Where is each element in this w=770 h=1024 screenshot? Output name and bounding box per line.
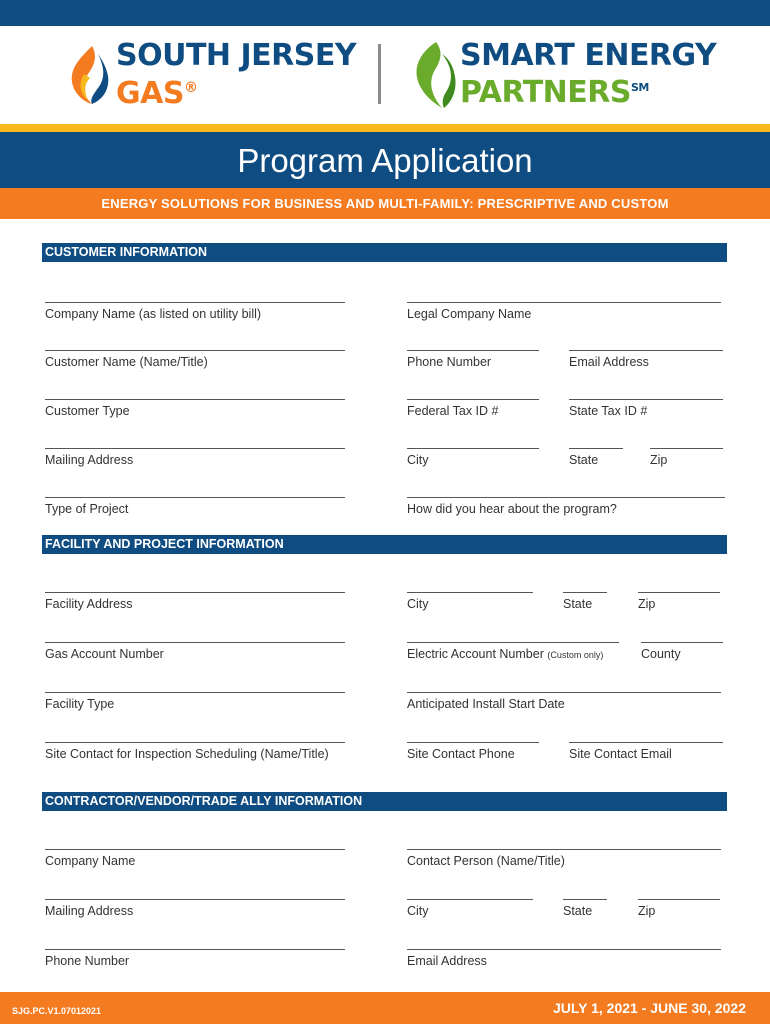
- field-label: County: [641, 647, 681, 661]
- field-facility-type[interactable]: [45, 680, 345, 711]
- input-line[interactable]: [45, 290, 345, 303]
- title-band: [0, 132, 770, 188]
- field-label: Email Address: [407, 954, 487, 968]
- input-line[interactable]: [45, 580, 345, 593]
- field-label: Site Contact Email: [569, 747, 672, 761]
- field-site-contact-phone[interactable]: [407, 730, 539, 761]
- field-label: Zip: [638, 904, 656, 918]
- field-label: Zip: [650, 453, 668, 467]
- input-line[interactable]: [563, 580, 607, 593]
- field-label: Phone Number: [45, 954, 130, 968]
- input-line[interactable]: [407, 887, 533, 900]
- input-line[interactable]: [407, 730, 539, 743]
- field-label: State Tax ID #: [569, 404, 648, 418]
- field-label: Mailing Address: [45, 453, 134, 467]
- field-label: State: [569, 453, 599, 467]
- field-zip[interactable]: [650, 436, 723, 467]
- sep-leaf-icon: [408, 40, 458, 110]
- field-label: How did you hear about the program?: [407, 502, 617, 516]
- field-phone-number[interactable]: [407, 338, 539, 369]
- input-line[interactable]: [638, 580, 720, 593]
- field-contractor-city[interactable]: [407, 887, 533, 918]
- sjg-logo-line2: [116, 72, 356, 110]
- program-date-range: JULY 1, 2021 - JUNE 30, 2022: [552, 1000, 746, 1016]
- logo-area: [0, 26, 770, 124]
- input-line[interactable]: [650, 436, 723, 449]
- input-line[interactable]: [407, 436, 539, 449]
- input-line[interactable]: [407, 630, 619, 643]
- input-line[interactable]: [45, 485, 345, 498]
- sep-logo-line2: [460, 72, 716, 109]
- field-label: Company Name (as listed on utility bill): [45, 307, 262, 321]
- field-federal-tax-id[interactable]: [407, 387, 539, 418]
- input-line[interactable]: [638, 887, 720, 900]
- sep-logo-partners: PARTNERS: [460, 75, 631, 110]
- input-line[interactable]: [45, 338, 345, 351]
- input-line[interactable]: [45, 837, 345, 850]
- field-customer-type[interactable]: [45, 387, 345, 418]
- registered-mark: ®: [183, 80, 198, 96]
- field-label: Type of Project: [45, 502, 129, 516]
- field-label: Customer Name (Name/Title): [45, 355, 208, 369]
- field-city[interactable]: [407, 436, 539, 467]
- field-label: Federal Tax ID #: [407, 404, 499, 418]
- field-facility-address[interactable]: [45, 580, 345, 611]
- field-label: Phone Number: [407, 355, 492, 369]
- field-site-contact[interactable]: [45, 730, 345, 761]
- input-line[interactable]: [407, 338, 539, 351]
- logo-divider: [378, 44, 381, 104]
- field-county[interactable]: [641, 630, 723, 661]
- input-line[interactable]: [45, 937, 345, 950]
- input-line[interactable]: [45, 730, 345, 743]
- field-contractor-state[interactable]: [563, 887, 607, 918]
- field-label: State: [563, 597, 593, 611]
- service-mark: SM: [630, 81, 649, 94]
- section-header-contractor: CONTRACTOR/VENDOR/TRADE ALLY INFORMATION: [42, 792, 727, 811]
- input-line[interactable]: [407, 290, 721, 303]
- field-label: Customer Type: [45, 404, 130, 418]
- input-line[interactable]: [407, 680, 721, 693]
- sjg-logo-line1: SOUTH JERSEY: [116, 38, 357, 73]
- input-line[interactable]: [407, 387, 539, 400]
- field-label: Mailing Address: [45, 904, 134, 918]
- input-line[interactable]: [45, 630, 345, 643]
- field-state[interactable]: [569, 436, 623, 467]
- page-subtitle: ENERGY SOLUTIONS FOR BUSINESS AND MULTI-FAMILY: PRESCRIPTIVE AND CUSTOM: [101, 196, 669, 211]
- field-label: Gas Account Number: [45, 647, 164, 661]
- field-label: Anticipated Install Start Date: [407, 697, 565, 711]
- field-how-heard[interactable]: [407, 485, 725, 516]
- field-label: Site Contact Phone: [407, 747, 515, 761]
- section-header-customer: CUSTOMER INFORMATION: [42, 243, 727, 262]
- custom-only-note: (Custom only): [547, 650, 604, 660]
- field-label: Facility Type: [45, 697, 115, 711]
- page-title: Program Application: [237, 142, 533, 179]
- field-label: [407, 647, 619, 661]
- field-contractor-mailing-address[interactable]: [45, 887, 345, 918]
- field-type-of-project[interactable]: [45, 485, 345, 516]
- field-label: Legal Company Name: [407, 307, 532, 321]
- input-line[interactable]: [45, 887, 345, 900]
- field-contractor-zip[interactable]: [638, 887, 720, 918]
- input-line[interactable]: [569, 387, 723, 400]
- input-line[interactable]: [45, 436, 345, 449]
- form-code: SJG.PC.V1.07012021: [12, 1006, 102, 1016]
- input-line[interactable]: [563, 887, 607, 900]
- top-bar: [0, 0, 770, 26]
- field-contractor-email[interactable]: [407, 937, 721, 968]
- field-label: Facility Address: [45, 597, 133, 611]
- field-label: State: [563, 904, 593, 918]
- sjg-flame-icon: [62, 44, 112, 106]
- field-customer-name[interactable]: [45, 338, 345, 369]
- field-facility-city[interactable]: [407, 580, 533, 611]
- field-email-address[interactable]: [569, 338, 723, 369]
- field-label: Contact Person (Name/Title): [407, 854, 565, 868]
- input-line[interactable]: [407, 937, 721, 950]
- section-header-facility: FACILITY AND PROJECT INFORMATION: [42, 535, 727, 554]
- field-facility-zip[interactable]: [638, 580, 720, 611]
- field-facility-state[interactable]: [563, 580, 607, 611]
- field-state-tax-id[interactable]: [569, 387, 723, 418]
- gold-divider-bar: [0, 124, 770, 132]
- input-line[interactable]: [569, 436, 623, 449]
- field-label: Email Address: [569, 355, 649, 369]
- input-line[interactable]: [45, 387, 345, 400]
- input-line[interactable]: [407, 837, 721, 850]
- field-contact-person[interactable]: [407, 837, 721, 868]
- input-line[interactable]: [407, 580, 533, 593]
- electric-account-label: Electric Account Number: [407, 647, 544, 661]
- input-line[interactable]: [641, 630, 723, 643]
- sep-logo-text: [460, 40, 716, 109]
- sep-logo-line1: SMART ENERGY: [460, 38, 717, 73]
- input-line[interactable]: [569, 338, 723, 351]
- field-label: Zip: [638, 597, 656, 611]
- field-contractor-phone[interactable]: [45, 937, 345, 968]
- field-site-contact-email[interactable]: [569, 730, 723, 761]
- field-label: City: [407, 904, 429, 918]
- input-line[interactable]: [569, 730, 723, 743]
- field-label: Company Name: [45, 854, 136, 868]
- field-mailing-address[interactable]: [45, 436, 345, 467]
- sjg-logo-text: [116, 40, 356, 110]
- field-company-name[interactable]: [45, 290, 345, 321]
- field-label: Site Contact for Inspection Scheduling (Name/Title): [45, 747, 329, 761]
- field-anticipated-install-start[interactable]: [407, 680, 721, 711]
- field-label: City: [407, 597, 429, 611]
- sjg-logo-gas: GAS: [116, 76, 184, 111]
- field-legal-company-name[interactable]: [407, 290, 721, 321]
- field-gas-account-number[interactable]: [45, 630, 345, 661]
- subtitle-band: [0, 188, 770, 219]
- input-line[interactable]: [407, 485, 725, 498]
- field-label: City: [407, 453, 429, 467]
- field-contractor-company-name[interactable]: [45, 837, 345, 868]
- field-electric-account-number[interactable]: [407, 630, 619, 661]
- input-line[interactable]: [45, 680, 345, 693]
